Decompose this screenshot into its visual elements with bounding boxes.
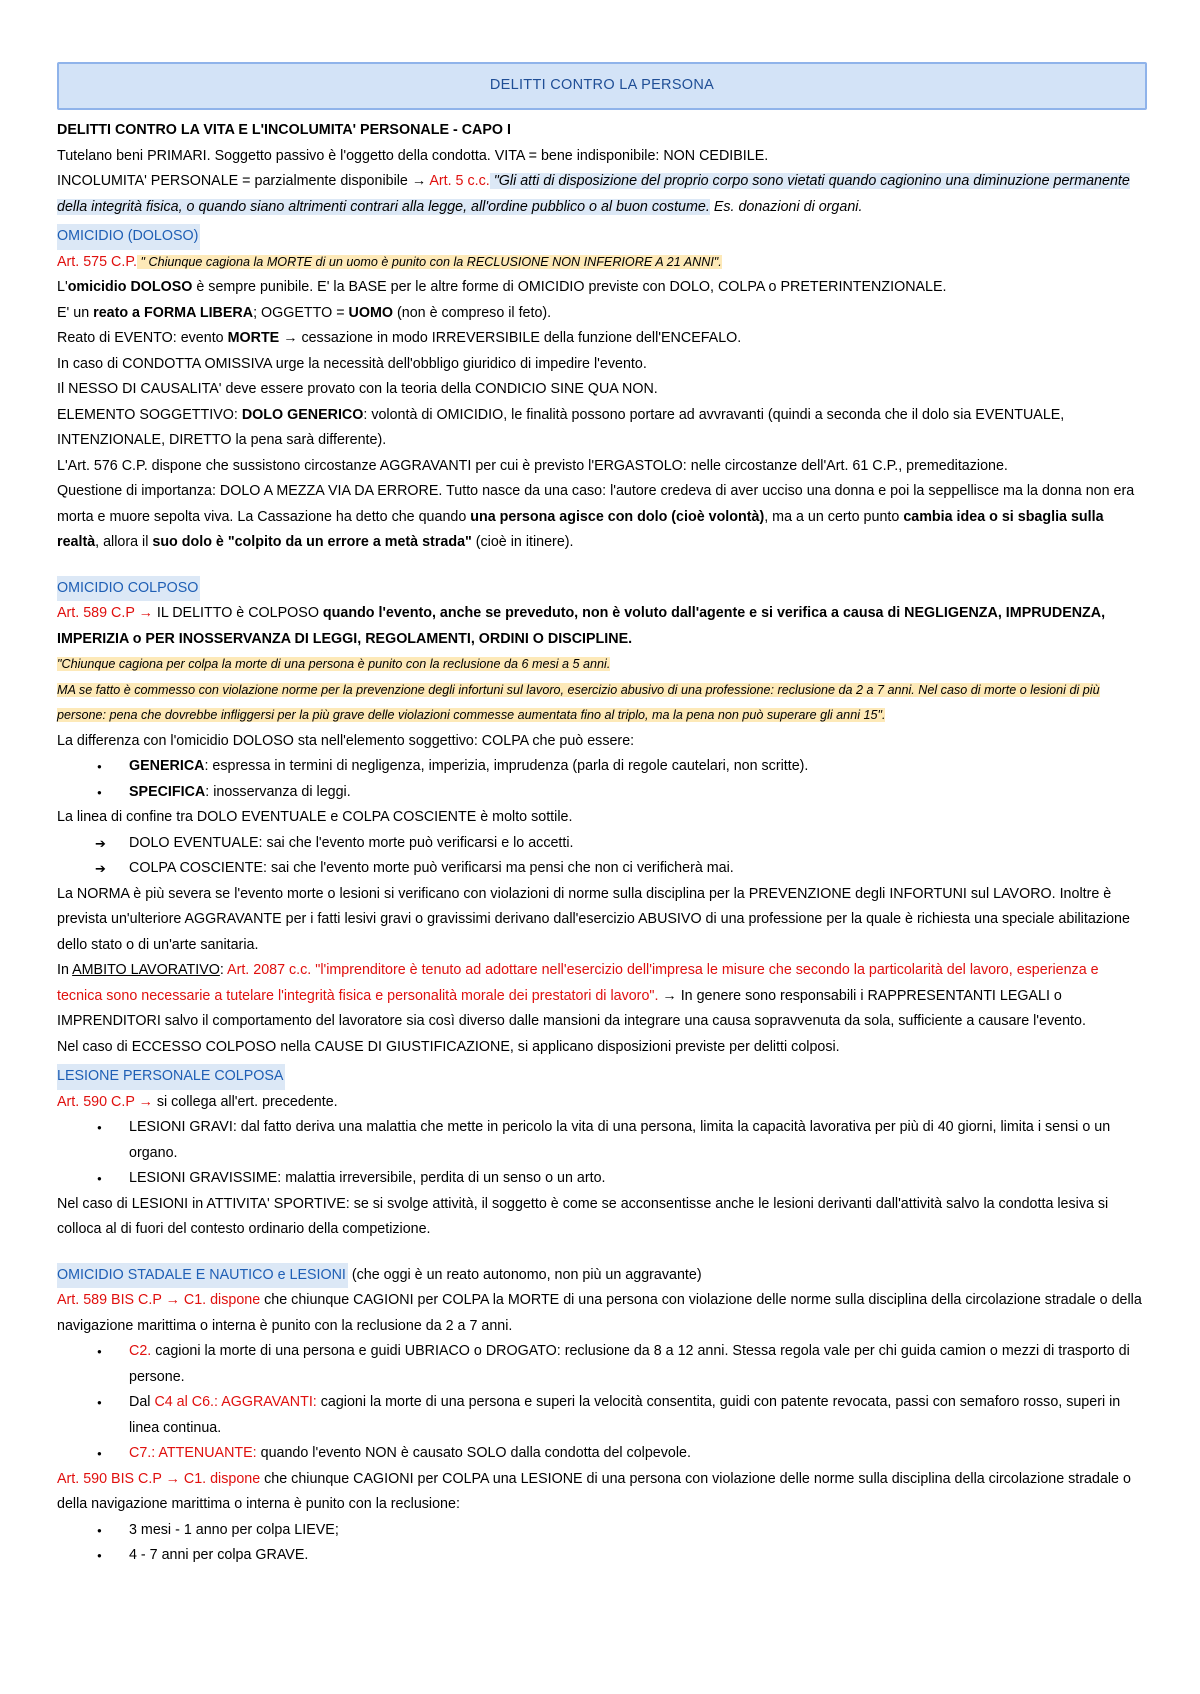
capo1-heading: DELITTI CONTRO LA VITA E L'INCOLUMITA' PERSONALE - CAPO I <box>57 122 511 138</box>
lesione-heading: LESIONE PERSONALE COLPOSA <box>57 1064 285 1090</box>
list-item: ● LESIONI GRAVI: dal fatto deriva una malattia che mette in pericolo la vita di una persona, limita la capacità lavorativa per più di 40 giorni, limita i sensi o un organo. <box>57 1115 1147 1166</box>
art2087-quote: "l'imprenditore è tenuto ad adottare nell'esercizio dell'impresa le misure che secondo la particolarità del lavoro, esperienza e tecnica sono necessarie a tutelare l'integrità fisica e personalità morale dei prestatori di lavoro". <box>57 962 1099 1004</box>
art589bis-ref: Art. 589 BIS C.P → C1. dispone <box>57 1292 261 1308</box>
stradale-section: OMICIDIO STADALE E NAUTICO e LESIONI (che oggi è un reato autonomo, non più un aggravante) <box>57 1263 1147 1289</box>
art575-ref: Art. 575 C.P. <box>57 253 138 270</box>
capo1-line1: Tutelano beni PRIMARI. Soggetto passivo è l'oggetto della condotta. VITA = bene indisponibile: NON CEDIBILE. <box>57 147 769 164</box>
art5-ref: Art. 5 c.c. <box>429 173 490 189</box>
art590bis-ref: Art. 590 BIS C.P → C1. dispone <box>57 1470 261 1487</box>
document-page: DELITTI CONTRO LA PERSONA DELITTI CONTRO LA VITA E L'INCOLUMITA' PERSONALE - CAPO I Tutelano beni PRIMARI. Soggetto passivo è l'oggetto della condotta. VITA = bene indisponibile: NON CEDIBILE. INCOLUMITA' PERSONALE = parzialmente disponibile → Art. 5 c.c. "Gli atti di disposizione del proprio corpo sono vietati quando cagionino una diminuzione permanente della integrità fisica, o quando siano altrimenti contrari alla legge, all'ordine pubblico o al buon costume. Es. donazioni di organi. OMICIDIO (DOLOSO) Art. 575 C.P. " Chiunque cagiona la MORTE di un uomo è punito con la RECLUSIONE NON INFERIORE A 21 ANNI". L'omicidio DOLOSO è sempre punibile. E' la BASE per le altre forme di OMICIDIO previste con DOLO, COLPA o PRETERINTENZIONALE. E' un reato a FORMA LIBERA; OGGETTO = UOMO (non è compreso il feto). Reato di EVENTO: evento MORTE → cessazione in modo IRREVERSIBILE della funzione dell'ENCEFALO. In caso di CONDOTTA OMISSIVA urge la necessità dell'obbligo giuridico di impedire l'evento. Il NESSO DI CAUSALITA' deve essere provato con la teoria della CONDICIO SINE QUA NON. ELEMENTO SOGGETTIVO: DOLO GENERICO: volontà di OMICIDIO, le finalità possono portare ad avvravanti (quindi a seconda che il dolo sia EVENTUALE, INTENZIONALE, DIRETTO la pena sarà differente). L'Art. 576 C.P. dispone che sussistono circostanze AGGRAVANTI per cui è previsto l'ERGASTOLO: nelle circostanze dell'Art. 61 C.P., premeditazione. Questione di importanza: DOLO A MEZZA VIA DA ERRORE. Tutto nasce da una caso: l'autore credeva di aver ucciso una donna e poi la seppellisce ma la donna non era morta e muore sepolta viva. La Cassazione ha detto che quando una persona agisce con dolo (cioè volontà), ma a un certo punto cambia idea o si sbaglia sulla realtà, allora il suo dolo è "colpito da un errore a metà strada" (cioè in itinere). OMICIDIO COLPOSO Art. 589 C.P → IL DELITTO è COLPOSO quando l'evento, anche se preveduto, non è voluto dall'agente e si verifica a causa di NEGLIGENZA, IMPRUDENZA, IMPERIZIA o PER INOSSERVANZA DI LEGGI, REGOLAMENTI, ORDINI O DISCIPLINE. "Chiunque cagiona per colpa la morte di una persona è punito con la reclusione da 6 mesi a 5 anni. MA se fatto è commesso con violazione norme per la prevenzione degli infortuni sul lavoro, esercizio abusivo di una professione: reclusione da 2 a 7 anni. Nel caso di morte o lesioni di più persone: pena che dovrebbe infliggersi per la più grave delle violazioni commesse aumentata fino al triplo, ma la pena non può superare gli anni 15". La differenza con l'omicidio DOLOSO sta nell'elemento soggettivo: COLPA che può essere: ● GENERICA: espressa in termini di negligenza, imperizia, imprudenza (parla di regole cautelari, non scritte). ● SPECIFICA: inosservanza di leggi. La linea di confine tra DOLO EVENTUALE e COLPA COSCIENTE è molto sottile. ➔ DOLO EVENTUALE: sai che l'evento morte può verificarsi e lo accetti. ➔ COLPA COSCIENTE: sai che l'evento morte può verificarsi ma pensi che non ci verificherà mai. La NORMA è più severa se l'evento morte o lesioni si verificano con violazioni di norme sulla disciplina per la PREVENZIONE degli INFORTUNI sul LAVORO. Inoltre è prevista un'ulteriore AGGRAVANTE per i fatti lesivi gravi o gravissimi derivano dall'esercizio ABUSIVO di una professione per la quale è richiesta una speciale abilitazione dello stato o di un'arte sanitaria. In AMBITO LAVORATIVO: Art. 2087 c.c. "l'imprenditore è tenuto ad adottare nell'esercizio dell'impresa le misure che secondo la particolarità del lavoro, esperienza e tecnica sono necessarie a tutelare l'integrità fisica e personalità morale dei prestatori di lavoro". → In genere sono responsabili i RAPPRESENTANTI LEGALI o IMPRENDITORI salvo il comportamento del lavoratore sia così diverso dalle mansioni da integrare una causa sopravvenuta da sola, sufficiente a causare l'evento. Nel caso di ECCESSO COLPOSO nella CAUSE DI GIUSTIFICAZIONE, si applicano disposizioni previste per delitti colposi. LESIONE PERSONALE COLPOSA Art. 590 C.P → si collega all'ert. precedente. ● LESIONI GRAVI: dal fatto deriva una malattia che mette in pericolo la vita di una persona, limita la capacità lavorativa per più di 40 giorni, limita i sensi o un organo. ● LESIONI GRAVISSIME: malattia irreversibile, perdita di un senso o un arto. Nel caso di LESIONI in ATTIVITA' SPORTIVE: se si svolge attività, il soggetto è come se acconsentisse anche le lesioni derivanti dall'attività salvo la condotta lesiva si colloca al di fuori del contesto ordinario della competizione. OMICIDIO STADALE E NAUTICO e LESIONI (che oggi è un reato autonomo, non più un aggravante) Art. 589 BIS C.P → C1. dispone che chiunque CAGIONI per COLPA la MORTE di una persona con violazione delle norme sulla disciplina della circolazione stradale o della navigazione marittima o interna è punito con la reclusione da 2 a 7 anni. ● C2. cagioni la morte di una persona e guidi UBRIACO o DROGATO: reclusione da 8 a 12 anni. Stessa regola vale per chi guida camion o mezzi di trasporto di persone. ● Dal C4 al C6.: AGGRAVANTI: cagioni la morte di una persona e superi la velocità consentita, guidi con patente revocata, passi con semaforo rosso, superi in linea continua. ● C7.: ATTENUANTE: quando l'evento NON è causato SOLO dalla condotta del colpevole. Art. 590 BIS C.P → C1. dispone che chiunque CAGIONI per COLPA una LESIONE di una persona con violazione delle norme sulla disciplina della circolazione stradale o della navigazione marittima o interna è punito con la reclusione: ● 3 mesi - 1 anno per colpa LIEVE; ● 4 - 7 anni per colpa GRAVE. <box>57 62 1147 1569</box>
list-item: ● LESIONI GRAVISSIME: malattia irreversibile, perdita di un senso o un arto. <box>57 1166 1147 1192</box>
art5-quote: "Gli atti di disposizione del proprio corpo sono vietati quando cagionino una diminuzione permanente della integrità fisica, o quando siano altrimenti contrari alla legge, all'ordine pubblico o al buon costume. <box>57 173 1130 215</box>
stradale-heading: OMICIDIO STADALE E NAUTICO e LESIONI <box>57 1263 348 1289</box>
art575-quote: " Chiunque cagiona la MORTE di un uomo è punito con la RECLUSIONE NON INFERIORE A 21 ANNI". <box>137 254 722 269</box>
list-item: ● 3 mesi - 1 anno per colpa LIEVE; <box>57 1518 1147 1544</box>
art589bis-list <box>57 1339 1147 1467</box>
list-item: ● C2. cagioni la morte di una persona e guidi UBRIACO o DROGATO: reclusione da 8 a 12 anni. Stessa regola vale per chi guida camion o mezzi di trasporto di persone. <box>57 1339 1147 1390</box>
art590bis-list <box>57 1518 1147 1569</box>
art589-quote-1: "Chiunque cagiona per colpa la morte di una persona è punito con la reclusione da 6 mesi a 5 anni. <box>57 657 611 671</box>
lesioni-list <box>57 1115 1147 1192</box>
art589-quote-2: MA se fatto è commesso con violazione norme per la prevenzione degli infortuni sul lavoro, esercizio abusivo di una professione: reclusione da 2 a 7 anni. Nel caso di morte o lesioni di più persone: pena che dovrebbe infliggersi per la più grave delle violazioni commesse aumentata fino al triplo, ma la pena non può superare gli anni 15". <box>57 682 1100 722</box>
document-title-box <box>57 62 1147 110</box>
document-title: DELITTI CONTRO LA PERSONA <box>489 77 715 94</box>
art590-ref: Art. 590 C.P → <box>57 1093 153 1110</box>
omicidio-colposo-section <box>57 576 1147 602</box>
art589-ref: Art. 589 C.P → <box>57 605 153 621</box>
art2087-ref: Art. 2087 c.c. <box>227 962 312 978</box>
list-item: ➔ DOLO EVENTUALE: sai che l'evento morte può verificarsi e lo accetti. <box>57 831 1147 857</box>
dolo-colpa-list <box>57 831 1147 882</box>
capo1-line2: INCOLUMITA' PERSONALE = parzialmente disponibile → Art. 5 c.c. "Gli atti di disposizione del proprio corpo sono vietati quando cagionino una diminuzione permanente della integrità fisica, o quando siano altrimenti contrari alla legge, all'ordine pubblico o al buon costume. Es. donazioni di organi. <box>57 173 1130 215</box>
list-item: ● GENERICA: espressa in termini di negligenza, imperizia, imprudenza (parla di regole cautelari, non scritte). <box>57 754 1147 780</box>
list-item: ● SPECIFICA: inosservanza di leggi. <box>57 780 1147 806</box>
list-item: ● 4 - 7 anni per colpa GRAVE. <box>57 1543 1147 1569</box>
list-item: ● Dal C4 al C6.: AGGRAVANTI: cagioni la morte di una persona e superi la velocità consentita, guidi con patente revocata, passi con semaforo rosso, superi in linea continua. <box>57 1390 1147 1441</box>
colpa-types-list <box>57 754 1147 805</box>
list-item: ➔ COLPA COSCIENTE: sai che l'evento morte può verificarsi ma pensi che non ci verificherà mai. <box>57 856 1147 882</box>
list-item: ● C7.: ATTENUANTE: quando l'evento NON è causato SOLO dalla condotta del colpevole. <box>57 1441 1147 1467</box>
omicidio-doloso-heading: OMICIDIO (DOLOSO) <box>57 224 200 250</box>
omicidio-doloso-section <box>57 224 1147 250</box>
lesione-section <box>57 1064 1147 1090</box>
omicidio-colposo-heading: OMICIDIO COLPOSO <box>57 576 200 602</box>
